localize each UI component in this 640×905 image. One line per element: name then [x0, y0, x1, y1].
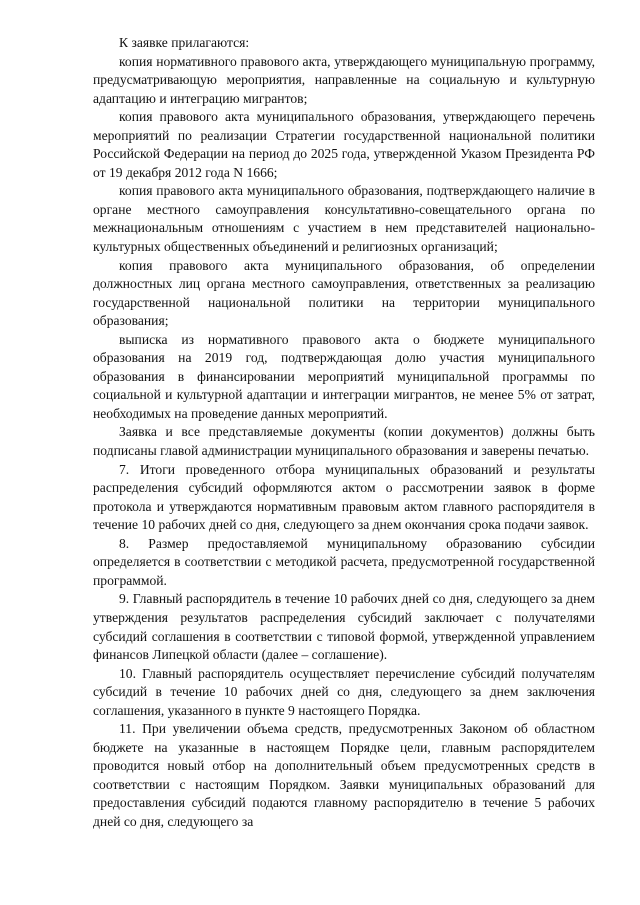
paragraph-item-8: 8. Размер предоставляемой муниципальному образованию субсидии определяется в соответствии с методикой расчета, предусмотренной государственной программой.	[93, 535, 595, 588]
paragraph-attachments-intro: К заявке прилагаются:	[119, 35, 250, 50]
paragraph-strategy-measures-copy: копия правового акта муниципального образования, утверждающего перечень мероприятий по реализации Стратегии государственной национальной политики Российской Федерации на период до 2025 года, утвержденной Указом Президента РФ от 19 декабря 2012 года N 1666;	[93, 109, 595, 180]
paragraph-budget-extract: выписка из нормативного правового акта о бюджете муниципального образования на 2019 год, подтверждающая долю участия муниципального образования в финансировании мероприятий муниципальной программы по социальной и культурной адаптации и интеграции мигрантов, не менее 5% от затрат, необходимых на проведение данных мероприятий.	[93, 331, 595, 421]
paragraph-advisory-body-copy: копия правового акта муниципального образования, подтверждающего наличие в органе местного самоуправления консультативно-совещательного органа по межнациональным отношениям с участием в нем представителей национально-культурных общественных объединений и религиозных организаций;	[93, 183, 595, 255]
paragraph-program-copy: копия нормативного правового акта, утверждающего муниципальную программу, предусматривающую мероприятия, направленные на социальную и культурную адаптацию и интеграцию мигрантов;	[93, 53, 595, 106]
paragraph-item-10: 10. Главный распорядитель осуществляет перечисление субсидий получателям субсидий в течение 10 рабочих дней со дня, следующего за днем заключения соглашения, указанного в пункте 9 настоящего Порядка.	[93, 665, 595, 718]
paragraph-item-11: 11. При увеличении объема средств, предусмотренных Законом об областном бюджете на указанные в настоящем Порядке цели, главным распорядителем проводится новый отбор на дополнительный объем предусмотренных средств в соответствии с настоящим Порядком. Заявки муниципальных образований для предоставления субсидий подаются главному распорядителю в течение 5 рабочих дней со дня, следующего за	[93, 721, 595, 829]
document-page	[93, 34, 595, 832]
paragraph-item-9: 9. Главный распорядитель в течение 10 рабочих дней со дня, следующего за днем утверждения результатов распределения субсидий заключает с получателями субсидий соглашения в соответствии с типовой формой, утвержденной управлением финансов Липецкой области (далее – соглашение).	[93, 591, 595, 663]
paragraph-item-7: 7. Итоги проведенного отбора муниципальных образований и результаты распределения субсидий оформляются актом о рассмотрении заявок в форме протокола и утверждаются нормативным правовым актом главного распорядителя в течение 10 рабочих дней со дня, следующего за днем окончания срока подачи заявок.	[93, 461, 595, 533]
paragraph-signature-requirement: Заявка и все представляемые документы (копии документов) должны быть подписаны главой администрации муниципального образования и заверены печатью.	[93, 424, 595, 459]
paragraph-responsible-officials-copy: копия правового акта муниципального образования, об определении должностных лиц органа местного самоуправления, ответственных за реализацию государственной национальной политики на территории муниципального образования;	[93, 257, 595, 329]
